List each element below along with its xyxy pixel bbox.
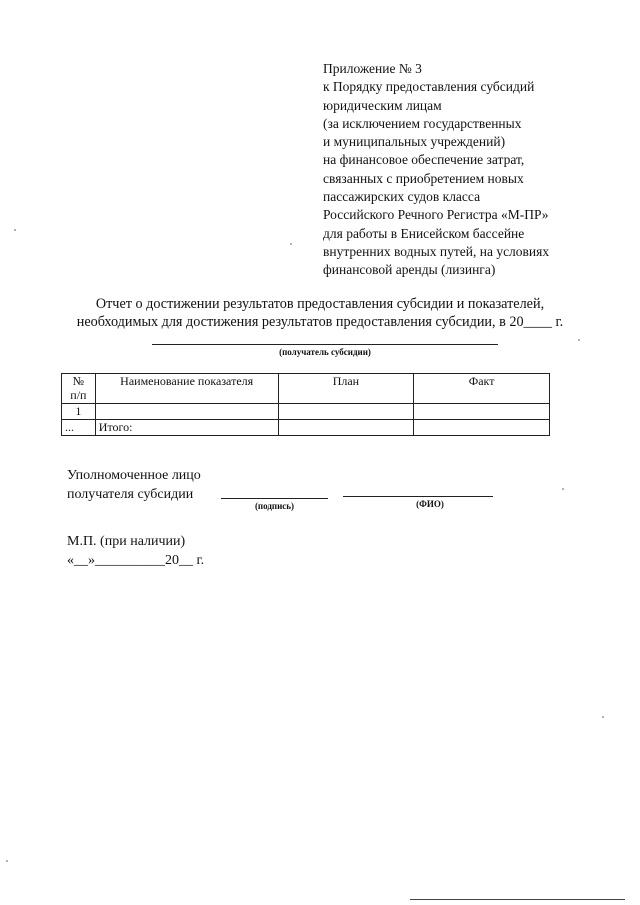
appendix-line: Российского Речного Регистра «М-ПР» — [323, 207, 549, 223]
header-num — [62, 374, 96, 404]
signature-block — [67, 467, 201, 504]
appendix-line: на финансовое обеспечение затрат, — [323, 152, 525, 168]
date-line: «__»__________20__ г. — [67, 552, 205, 568]
appendix-line: к Порядку предоставления субсидий — [323, 79, 535, 95]
header-plan: План — [278, 374, 414, 404]
cell-num: ... — [62, 420, 96, 436]
signature-caption: (подпись) — [254, 501, 295, 511]
recipient-field-line — [152, 344, 498, 345]
signature-line2: получателя субсидии — [67, 486, 194, 502]
fio-caption: (ФИО) — [416, 499, 444, 509]
report-title-line2: необходимых для достижения результатов предоставления субсидии, в 20____ г. — [76, 314, 564, 330]
appendix-line: пассажирских судов класса — [323, 189, 481, 205]
scan-speck — [290, 243, 292, 245]
header-fact: Факт — [414, 374, 550, 404]
report-title — [0, 295, 640, 331]
cell-plan — [278, 404, 414, 420]
appendix-line: внутренних водных путей, на условиях — [323, 243, 550, 259]
cell-name-total: Итого: — [95, 420, 278, 436]
fio-field-line — [343, 496, 493, 497]
cell-name — [95, 404, 278, 420]
header-num-line2: п/п — [70, 388, 87, 402]
indicators-table — [61, 373, 550, 436]
appendix-line: и муниципальных учреждений) — [323, 134, 506, 150]
appendix-line: юридическим лицам — [323, 97, 442, 113]
cell-num: 1 — [62, 404, 96, 420]
appendix-line: для работы в Енисейском бассейне — [323, 225, 525, 241]
table-row — [62, 404, 550, 420]
bottom-edge-line — [410, 899, 625, 900]
signature-line1: Уполномоченное лицо — [67, 468, 201, 483]
stamp-line1: М.П. (при наличии) — [67, 534, 186, 549]
scan-speck — [14, 229, 16, 231]
header-num-line1: № — [72, 374, 85, 388]
appendix-line: Приложение № 3 — [323, 61, 422, 76]
report-title-line1: Отчет о достижении результатов предоставления субсидии и показателей, — [95, 296, 545, 312]
scan-speck — [578, 339, 580, 341]
appendix-line: (за исключением государственных — [323, 115, 522, 131]
table-header-row — [62, 374, 550, 404]
signature-field-line — [221, 498, 328, 499]
cell-fact — [414, 404, 550, 420]
appendix-header — [323, 60, 623, 280]
scan-speck — [562, 488, 564, 490]
table-row — [62, 420, 550, 436]
header-indicator-name: Наименование показателя — [95, 374, 278, 404]
appendix-line: финансовой аренды (лизинга) — [323, 262, 496, 278]
appendix-line: связанных с приобретением новых — [323, 170, 524, 186]
cell-plan — [278, 420, 414, 436]
cell-fact — [414, 420, 550, 436]
scan-speck — [6, 860, 8, 862]
recipient-caption: (получатель субсидии) — [279, 347, 371, 357]
scan-speck — [602, 716, 604, 718]
stamp-block — [67, 533, 204, 570]
